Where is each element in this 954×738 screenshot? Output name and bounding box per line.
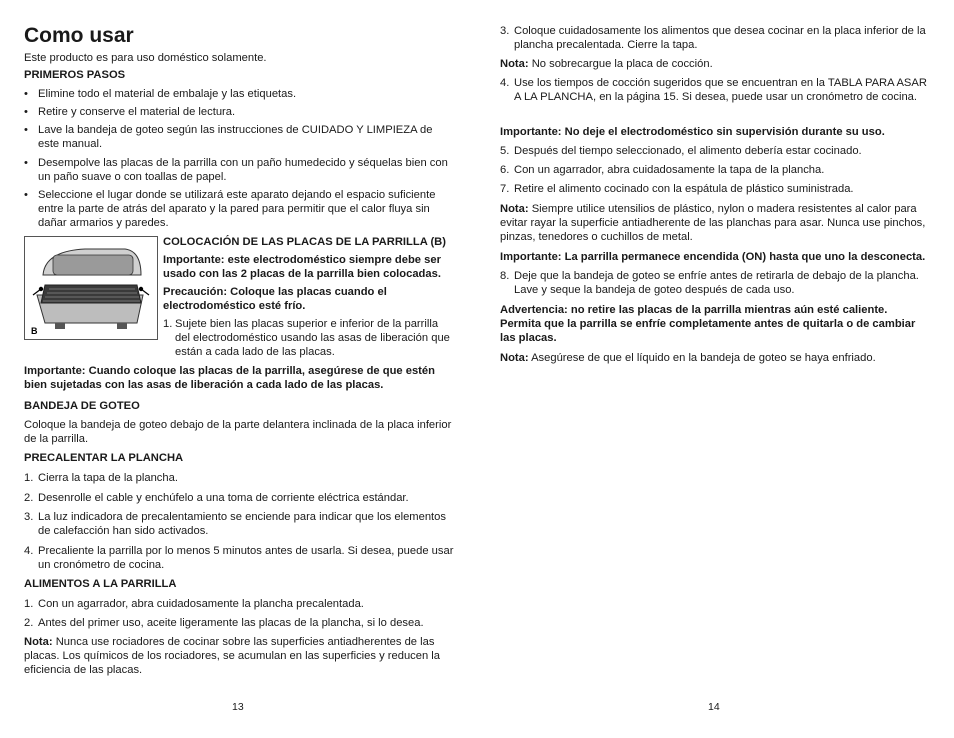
list-item: 5. Después del tiempo seleccionado, el alimento debería estar cocinado. [500,145,862,157]
list-item: 4. Precaliente la parrilla por lo menos 5 minutos antes de usarla. Si desea, puede usar un cronómetro de cocina. [24,545,454,571]
list-item: 6. Con un agarrador, abra cuidadosamente la tapa de la plancha. [500,164,825,176]
list-item: • Desempolve las placas de la parrilla con un paño humedecido y séquelas bien con un paño suave o con toallas de papel. [24,157,448,183]
page-number: 14 [708,701,720,713]
list-item: 7. Retire el alimento cocinado con la espátula de plástico suministrada. [500,183,854,195]
list-item: • Retire y conserve el material de lectura. [24,106,236,118]
page-title: Como usar [24,24,134,47]
intro-text: Este producto es para uso doméstico solamente. [24,52,267,64]
list-item: 1. Cierra la tapa de la plancha. [24,472,178,484]
list-item: • Elimine todo el material de embalaje y las etiquetas. [24,88,297,100]
alimentos-heading: ALIMENTOS A LA PARRILLA [24,578,177,590]
colocacion-heading: COLOCACIÓN DE LAS PLACAS DE LA PARRILLA (B) [163,236,446,248]
list-item: 1. Con un agarrador, abra cuidadosamente la plancha precalentada. [24,598,364,610]
colocacion-important: Importante: este electrodoméstico siempre debe ser usado con las 2 placas de la parrilla bien colocadas. [163,254,441,280]
figure-label: B [31,326,38,336]
nota-paragraph: Nota: Asegúrese de que el líquido en la bandeja de goteo se haya enfriado. [500,352,876,364]
nota-paragraph: Nota: Siempre utilice utensilios de plástico, nylon o madera resistentes al calor para evitar rayar la superficie antiadherente de las planchas para asar. Nunca use pinchos, pinzas, tenedores o cuchillos de metal. [500,203,926,243]
list-item: • Lave la bandeja de goteo según las instrucciones de CUIDADO Y LIMPIEZA de este manual. [24,124,433,150]
advertencia-paragraph: Advertencia: no retire las placas de la parrilla mientras aún esté caliente. Permita que la parrilla se enfríe completamente antes de quitarla o de cambiar las placas. [500,304,916,344]
importante-paragraph: Importante: La parrilla permanece encendida (ON) hasta que uno la desconecta. [500,251,926,263]
colocacion-section [163,235,455,359]
list-item: 8. Deje que la bandeja de goteo se enfríe antes de retirarla de debajo de la plancha. Lave y seque la bandeja de goteo después de cada uso. [500,270,919,296]
precalentar-heading: PRECALENTAR LA PLANCHA [24,452,184,464]
list-item: 2. Antes del primer uso, aceite ligeramente las placas de la plancha, si lo desea. [24,617,424,629]
importante-paragraph: Importante: No deje el electrodoméstico sin supervisión durante su uso. [500,126,885,138]
colocacion-caution: Precaución: Coloque las placas cuando el electrodoméstico esté frío. [163,286,387,312]
grill-figure [24,236,158,340]
nota-paragraph: Nota: No sobrecargue la placa de cocción. [500,58,713,70]
list-item: 1. Sujete bien las placas superior e inferior de la parrilla del electrodoméstico usando las asas de liberación que están a cada lado de las placas. [163,318,450,358]
primeros-heading: PRIMEROS PASOS [24,69,126,81]
colocacion-important-2: Importante: Cuando coloque las placas de la parrilla, asegúrese de que estén bien sujetadas con las asas de liberación a cada lado de las placas. [24,365,435,391]
page-number: 13 [232,701,244,713]
list-item: 3. Coloque cuidadosamente los alimentos que desea cocinar en la placa inferior de la plancha precalentada. Cierre la tapa. [500,25,926,51]
list-item: • Seleccione el lugar donde se utilizará este aparato dejando el espacio suficiente entre la parte de atrás del aparato y la pared para permitir que el calor fluya sin dañar armarios y paredes. [24,189,436,229]
grill-illustration [25,237,157,339]
list-item: 2. Desenrolle el cable y enchúfelo a una toma de corriente eléctrica estándar. [24,492,409,504]
list-item: 3. La luz indicadora de precalentamiento se enciende para indicar que los elementos de calefacción han sido activados. [24,511,446,537]
list-item: 4. Use los tiempos de cocción sugeridos que se encuentran en la TABLA PARA ASAR A LA PLANCHA, en la página 15. Si desea, puede usar un cronómetro de cocina. [500,77,927,103]
bandeja-heading: BANDEJA DE GOTEO [24,400,140,412]
bandeja-text: Coloque la bandeja de goteo debajo de la parte delantera inclinada de la placa inferior de la parrilla. [24,419,452,445]
nota-paragraph: Nota: Nunca use rociadores de cocinar sobre las superficies antiadherentes de las placas. Los químicos de los rociadores, se acumulan en las superficies y reducen la eficiencia de las placas. [24,636,441,676]
